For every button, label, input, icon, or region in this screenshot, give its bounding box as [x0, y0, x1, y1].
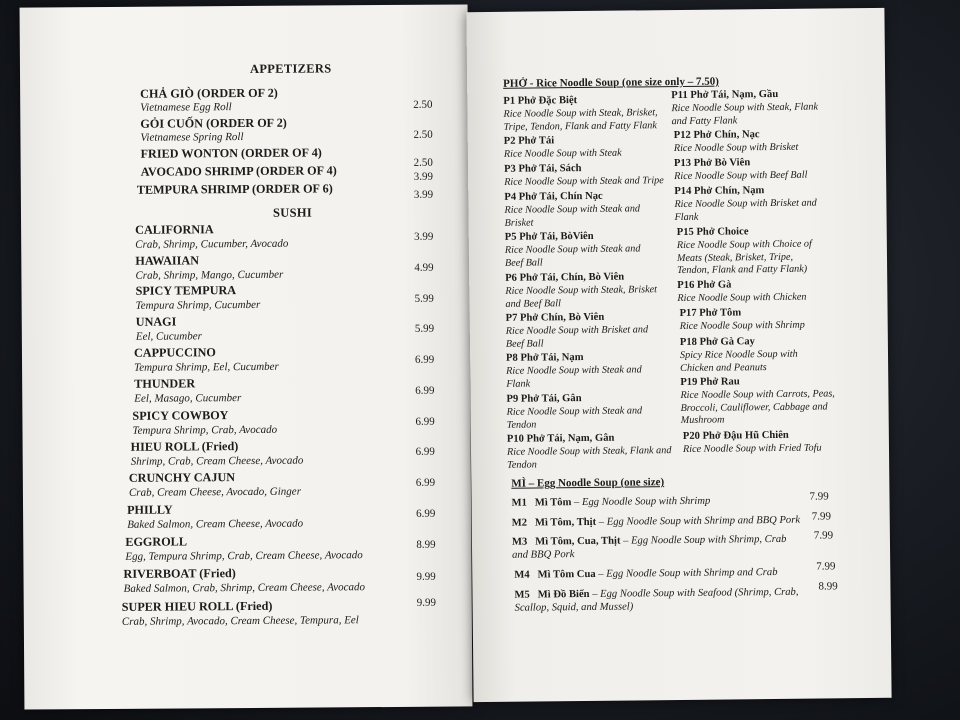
pho-item-name: P10 Phở Tái, Nạm, Gân [506, 432, 615, 445]
menu-right-page [466, 8, 891, 702]
sushi-price: 9.99 [416, 596, 437, 609]
appetizer-price: 2.50 [413, 98, 433, 111]
mi-code: M3 [511, 536, 528, 548]
mi-code: M2 [511, 517, 528, 529]
pho-item-desc: Rice Noodle Soup with Steak [503, 147, 622, 160]
pho-item-name: P6 Phở Tái, Chín, Bò Viên [505, 271, 625, 284]
pho-item-name: P12 Phở Chín, Nạc [673, 129, 760, 142]
sushi-desc: Tempura Shrimp, Cucumber [135, 298, 261, 312]
pho-item-desc: Rice Noodle Soup with Choice of Meats (Steak, Brisket, Tripe, Tendon, Flank and Fatty Flank) [676, 238, 812, 277]
pho-item-desc: Rice Noodle Soup with Fried Tofu [682, 442, 822, 455]
sushi-desc: Eel, Cucumber [135, 330, 202, 343]
sushi-price: 5.99 [414, 292, 434, 305]
pho-item-name: P16 Phở Gà [677, 279, 732, 292]
sushi-header: SUSHI [272, 205, 313, 220]
sushi-price: 8.99 [416, 538, 436, 551]
pho-item-desc: Rice Noodle Soup with Brisket [673, 141, 799, 155]
mi-item: M4 Mì Tôm Cua – Egg Noodle Soup with Shrimp and Crab [514, 566, 778, 581]
pho-item-name: P14 Phở Chín, Nạm [674, 185, 765, 198]
sushi-name: SPICY TEMPURA [135, 283, 237, 298]
sushi-price: 6.99 [414, 353, 435, 366]
sushi-desc: Shrimp, Crab, Cream Cheese, Avocado [130, 454, 304, 468]
sushi-desc: Crab, Shrimp, Cucumber, Avocado [135, 237, 289, 251]
pho-item-name: P13 Phở Bò Viên [673, 157, 751, 170]
mi-desc: Egg Noodle Soup with Shrimp and BBQ Pork [606, 514, 801, 528]
sushi-price: 6.99 [415, 476, 436, 489]
appetizers-header: APPETIZERS [249, 61, 332, 76]
pho-item-desc: Rice Noodle Soup with Steak and Brisket [504, 203, 641, 229]
mi-name: Mì Tôm [534, 497, 572, 509]
sushi-desc: Crab, Shrimp, Avocado, Cream Cheese, Tempura, Eel [121, 614, 359, 628]
pho-item-desc: Rice Noodle Soup with Steak and Flank [506, 364, 642, 390]
mi-section-title: MÌ – Egg Noodle Soup (one size) [511, 476, 665, 490]
appetizer-name: CHẢ GIÒ (ORDER OF 2) [140, 85, 278, 101]
sushi-price: 6.99 [415, 415, 435, 428]
pho-item-name: P20 Phở Đậu Hũ Chiên [682, 429, 789, 442]
mi-price: 7.99 [813, 529, 834, 542]
appetizer-price: 3.99 [413, 188, 434, 201]
mi-name: Mì Tôm, Thịt [534, 516, 597, 529]
pho-item-desc: Rice Noodle Soup with Steak and Tripe [504, 175, 664, 188]
mi-code: M5 [514, 589, 530, 601]
pho-item-name: P1 Phở Đặc Biệt [503, 95, 578, 107]
appetizer-desc: Vietnamese Egg Roll [140, 101, 232, 114]
pho-item-name: P17 Phở Tôm [679, 307, 742, 319]
sushi-name: PHILLY [127, 502, 173, 517]
pho-item-desc: Rice Noodle Soup with Steak, Brisket and Beef Ball [505, 284, 658, 310]
sushi-price: 4.99 [414, 261, 434, 274]
sushi-name: HIEU ROLL (Fried) [130, 439, 239, 454]
pho-item-desc: Spicy Rice Noodle Soup with Chicken and Peanuts [679, 348, 798, 374]
appetizer-name: AVOCADO SHRIMP (ORDER OF 4) [140, 163, 337, 179]
mi-item: M2 Mì Tôm, Thịt – Egg Noodle Soup with Shrimp and BBQ Pork [511, 514, 801, 529]
pho-item-desc: Rice Noodle Soup with Brisket and Beef Ball [505, 324, 649, 350]
mi-price: 7.99 [816, 560, 836, 573]
sushi-price: 3.99 [414, 230, 434, 243]
appetizer-name: FRIED WONTON (ORDER OF 4) [140, 145, 322, 161]
sushi-name: THUNDER [134, 376, 196, 391]
sushi-desc: Baked Salmon, Cream Cheese, Avocado [127, 517, 304, 531]
mi-name: Mì Tôm, Cua, Thịt [535, 535, 621, 548]
sushi-price: 5.99 [414, 322, 435, 335]
pho-item-name: P19 Phở Rau [680, 376, 740, 388]
appetizer-price: 3.99 [413, 170, 434, 183]
mi-price: 7.99 [809, 490, 829, 503]
pho-item-desc: Rice Noodle Soup with Brisket and Flank [674, 197, 817, 223]
sushi-name: SUPER HIEU ROLL (Fried) [121, 598, 273, 614]
sushi-name: UNAGI [135, 314, 177, 329]
appetizer-name: GỎI CUỐN (ORDER OF 2) [140, 115, 287, 131]
mi-desc: Egg Noodle Soup with Shrimp [581, 495, 711, 509]
pho-item-name: P15 Phở Choice [676, 226, 749, 239]
pho-item-desc: Rice Noodle Soup with Steak and Tendon [506, 405, 643, 431]
sushi-name: CAPPUCCINO [133, 345, 216, 360]
sushi-price: 6.99 [415, 445, 435, 458]
mi-item: M1 Mì Tôm – Egg Noodle Soup with Shrimp [511, 495, 711, 509]
pho-item-desc: Rice Noodle Soup with Carrots, Peas, Broccoli, Cauliflower, Cabbage and Mushroom [680, 388, 835, 426]
mi-name: Mì Đồ Biển [537, 588, 590, 601]
sushi-desc: Eel, Masago, Cucumber [134, 392, 242, 405]
mi-item: M5 Mì Đồ Biển – Egg Noodle Soup with Seafood (Shrimp, Crab, Scallop, Squid, and Mussel) [514, 586, 799, 614]
menu-left-page [20, 4, 473, 709]
appetizer-price: 2.50 [413, 128, 433, 141]
sushi-desc: Crab, Shrimp, Mango, Cucumber [135, 268, 284, 282]
sushi-desc: Tempura Shrimp, Crab, Avocado [132, 423, 278, 437]
sushi-name: HAWAIIAN [135, 253, 200, 268]
sushi-desc: Tempura Shrimp, Eel, Cucumber [134, 360, 279, 374]
mi-price: 8.99 [818, 580, 838, 593]
appetizer-desc: Vietnamese Spring Roll [140, 131, 244, 144]
sushi-name: CALIFORNIA [135, 222, 214, 237]
pho-item-desc: Rice Noodle Soup with Steak, Flank and Fatty Flank [671, 101, 819, 127]
sushi-desc: Baked Salmon, Crab, Shrimp, Cream Cheese, Avocado [123, 581, 366, 595]
mi-desc: Egg Noodle Soup with Shrimp and Crab [606, 566, 778, 580]
sushi-price: 6.99 [416, 507, 436, 520]
sushi-desc: Egg, Tempura Shrimp, Crab, Cream Cheese, Avocado [125, 549, 363, 563]
pho-item-desc: Rice Noodle Soup with Steak, Flank and Tendon [506, 445, 672, 471]
pho-item-desc: Rice Noodle Soup with Steak and Beef Ball [504, 243, 641, 269]
appetizer-name: TEMPURA SHRIMP (ORDER OF 6) [136, 181, 333, 197]
pho-section-title: PHỞ - Rice Noodle Soup (one size only – 7.50) [503, 75, 719, 90]
sushi-name: RIVERBOAT (Fried) [123, 566, 236, 581]
pho-item-desc: Rice Noodle Soup with Steak, Brisket, Tripe, Tendon, Flank and Fatty Flank [503, 107, 658, 133]
pho-item-desc: Rice Noodle Soup with Beef Ball [674, 169, 808, 183]
sushi-name: EGGROLL [125, 534, 187, 549]
mi-desc: Egg Noodle Soup with Seafood (Shrimp, Crab, Scallop, Squid, and Mussel) [514, 586, 799, 614]
pho-item-name: P3 Phở Tái, Sách [503, 163, 582, 175]
mi-desc: Egg Noodle Soup with Shrimp, Crab and BBQ Pork [512, 533, 787, 561]
sushi-price: 9.99 [416, 570, 436, 583]
mi-item: M3 Mì Tôm, Cua, Thịt – Egg Noodle Soup with Shrimp, Crab and BBQ Pork [511, 533, 787, 561]
pho-item-name: P8 Phở Tái, Nạm [505, 352, 584, 364]
mi-code: M4 [514, 569, 530, 581]
sushi-price: 6.99 [415, 384, 435, 397]
mi-name: Mì Tôm Cua [537, 568, 596, 581]
pho-item-name: P2 Phở Tái [503, 135, 555, 147]
appetizer-price: 2.50 [413, 156, 433, 169]
mi-price: 7.99 [811, 510, 832, 523]
pho-item-desc: Rice Noodle Soup with Chicken [677, 291, 807, 305]
sushi-name: SPICY COWBOY [132, 408, 229, 423]
pho-item-name: P18 Phở Gà Cay [679, 336, 755, 348]
pho-item-name: P5 Phở Tái, BòViên [504, 230, 594, 243]
pho-item-desc: Rice Noodle Soup with Shrimp [679, 319, 805, 332]
sushi-name: CRUNCHY CAJUN [128, 470, 236, 485]
mi-code: M1 [511, 497, 527, 509]
pho-item-name: P4 Phở Tái, Chín Nạc [504, 190, 603, 203]
pho-item-name: P11 Phở Tái, Nạm, Gầu [671, 88, 779, 102]
pho-item-name: P7 Phở Chín, Bò Viên [505, 311, 605, 324]
pho-item-name: P9 Phở Tái, Gân [506, 393, 582, 405]
sushi-desc: Crab, Cream Cheese, Avocado, Ginger [128, 485, 301, 499]
